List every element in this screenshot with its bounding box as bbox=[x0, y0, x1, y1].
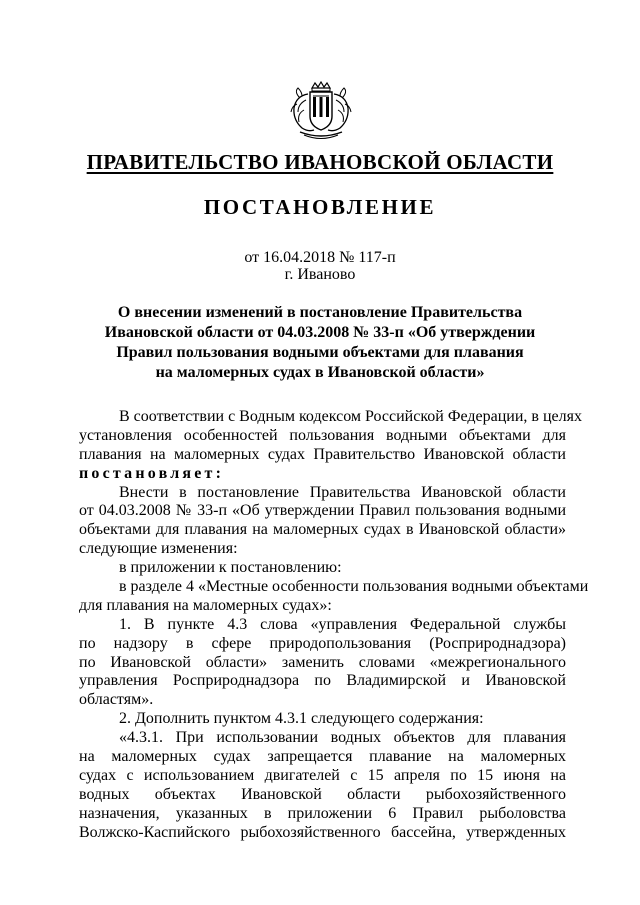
body-line: объектами для плавания на маломерных судах в Ивановской области» bbox=[79, 521, 566, 539]
body-line: водных объектах Ивановской области рыбохозяйственного bbox=[79, 785, 566, 803]
body-line: В соответствии с Водным кодексом Российской Федерации, в целях bbox=[119, 408, 582, 425]
subject-line: на маломерных судах в Ивановской области» bbox=[155, 364, 485, 381]
body-line: областям». bbox=[79, 691, 154, 709]
body-line: в приложении к постановлению: bbox=[119, 559, 342, 577]
body-line: на маломерных судах запрещается плавание на маломерных bbox=[79, 748, 566, 766]
body-line: следующие изменения: bbox=[79, 540, 238, 558]
body-line: в разделе 4 «Местные особенности пользования водными объектами bbox=[119, 578, 589, 596]
subject-line: Правил пользования водными объектами для плавания bbox=[116, 344, 524, 361]
document-date-number: от 16.04.2018 № 117-п bbox=[244, 249, 396, 266]
body-line: установления особенностей пользования водными объектами для bbox=[79, 426, 566, 444]
body-line: управления Росприроднадзора по Владимирской и Ивановской bbox=[79, 672, 566, 690]
body-line: 2. Дополнить пунктом 4.3.1 следующего содержания: bbox=[119, 710, 484, 728]
body-line: «4.3.1. При использовании водных объектов для плавания bbox=[119, 729, 566, 747]
body-line: назначения, указанных в приложении 6 Правил рыболовства bbox=[79, 804, 566, 822]
subject-line: О внесении изменений в постановление Правительства bbox=[117, 304, 523, 321]
subject-line: Ивановской области от 04.03.2008 № 33-п «Об утверждении bbox=[104, 324, 536, 341]
document-body bbox=[79, 408, 589, 842]
body-line: плавания на маломерных судах Правительство Ивановской области bbox=[79, 445, 566, 463]
body-line: по надзору в сфере природопользования (Росприроднадзора) bbox=[79, 634, 566, 652]
resolution-keyword: постановляет: bbox=[79, 464, 225, 482]
government-title: ПРАВИТЕЛЬСТВО ИВАНОВСКОЙ ОБЛАСТИ bbox=[86, 150, 554, 174]
body-line: Волжско-Каспийского рыбохозяйственного бассейна, утвержденных bbox=[79, 823, 566, 841]
document-subject bbox=[60, 303, 580, 383]
body-line: судах с использованием двигателей с 15 апреля по 15 июня на bbox=[79, 766, 566, 784]
document-type-title: ПОСТАНОВЛЕНИЕ bbox=[203, 195, 437, 219]
body-line: для плавания на маломерных судах»: bbox=[79, 596, 332, 614]
body-line: Внести в постановление Правительства Ивановской области bbox=[119, 483, 566, 501]
body-line: 1. В пункте 4.3 слова «управления Федеральной службы bbox=[119, 615, 566, 633]
ivanovo-coat-of-arms-icon bbox=[288, 80, 354, 142]
body-line: по Ивановской области» заменить словами «межрегионального bbox=[79, 653, 566, 671]
body-line: от 04.03.2008 № 33-п «Об утверждении Правил пользования водными bbox=[79, 502, 566, 520]
document-city: г. Иваново bbox=[284, 266, 356, 283]
